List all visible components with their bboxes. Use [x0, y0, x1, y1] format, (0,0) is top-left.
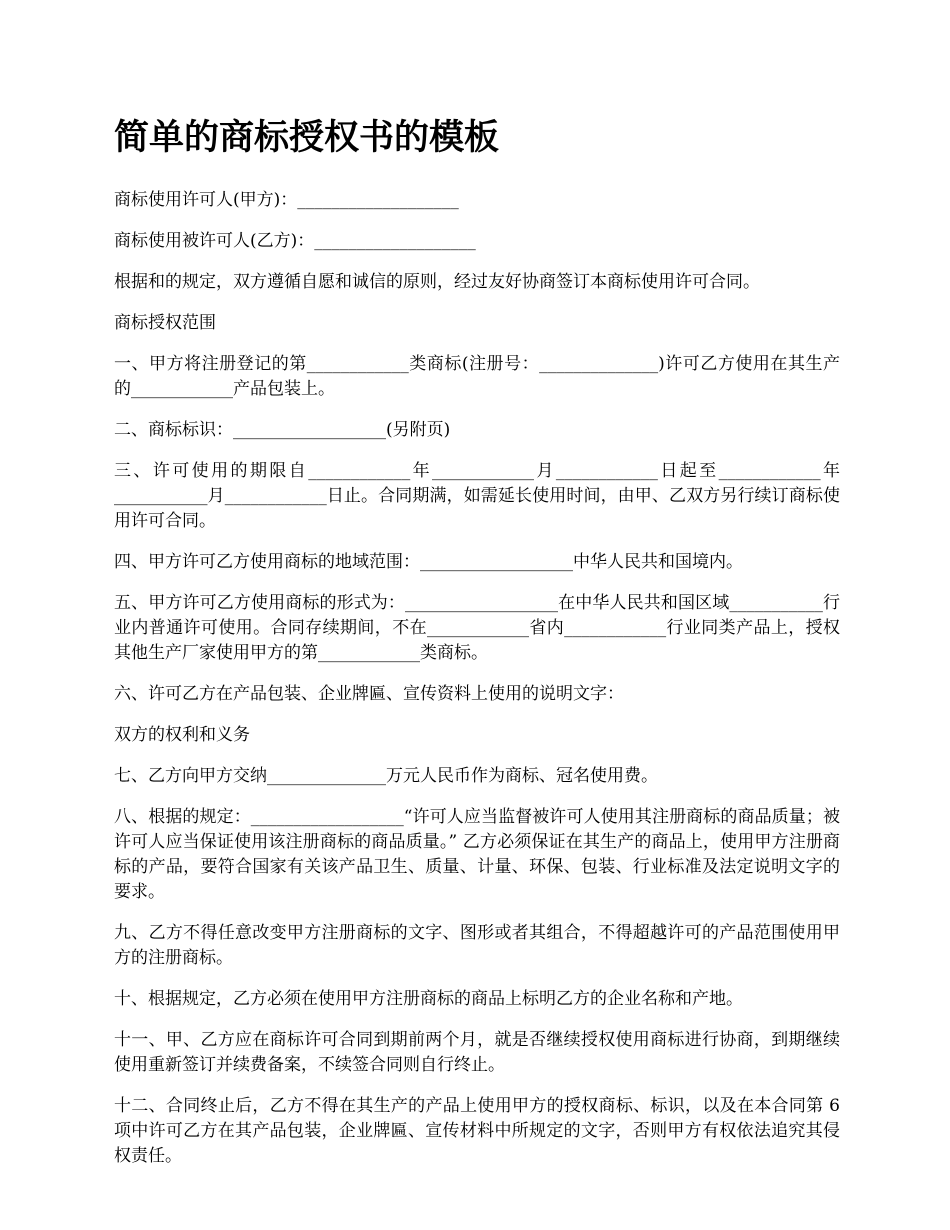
section-heading-scope: 商标授权范围 — [114, 313, 216, 333]
clause-3: 三、许可使用的期限自____________年____________月____________日起至____________年___________月____________日止。合同期满，如需延长使用时间，由甲、乙双方另行续订商标使用许可合同。 — [114, 461, 840, 531]
clause-8: 八、根据的规定：__________________“许可人应当监督被许可人使用其注册商标的商品质量；被许可人应当保证使用该注册商标的商品质量。” 乙方必须保证在其生产的商品上，使用甲方注册商标的产品，要符合国家有关该产品卫生、质量、计量、环保、包装、行业标准及法定说明文字的要求。 — [114, 807, 840, 902]
clause-5: 五、甲方许可乙方使用商标的形式为：__________________在中华人民共和国区域___________行业内普通许可使用。合同存续期间，不在____________省内____________行业同类产品上，授权其他生产厂家使用甲方的第____________类商标。 — [114, 593, 840, 663]
clause-10: 十、根据规定，乙方必须在使用甲方注册商标的商品上标明乙方的企业名称和产地。 — [114, 989, 743, 1009]
document-title: 简单的商标授权书的模板 — [114, 117, 500, 158]
clause-7: 七、乙方向甲方交纳______________万元人民币作为商标、冠名使用费。 — [114, 766, 658, 786]
clause-9: 九、乙方不得任意改变甲方注册商标的文字、图形或者其组合，不得超越许可的产品范围使用甲方的注册商标。 — [114, 923, 840, 968]
clause-6: 六、许可乙方在产品包装、企业牌匾、宣传资料上使用的说明文字： — [114, 684, 624, 704]
clause-11: 十一、甲、乙方应在商标许可合同到期前两个月，就是否继续授权使用商标进行协商，到期继续使用重新签订并续费备案，不续签合同则自行终止。 — [114, 1030, 840, 1075]
paragraph-licensee: 商标使用被许可人(乙方)：___________________ — [114, 231, 476, 251]
paragraph-preamble: 根据和的规定，双方遵循自愿和诚信的原则，经过友好协商签订本商标使用许可合同。 — [114, 272, 760, 292]
clause-2: 二、商标标识：__________________(另附页) — [114, 420, 451, 440]
document-page — [114, 110, 840, 1185]
clause-1: 一、甲方将注册登记的第____________类商标(注册号：______________)许可乙方使用在其生产的____________产品包装上。 — [114, 354, 840, 399]
section-heading-rights: 双方的权利和义务 — [114, 725, 250, 745]
paragraph-licensor: 商标使用许可人(甲方)：___________________ — [114, 190, 459, 210]
clause-12: 十二、合同终止后，乙方不得在其生产的产品上使用甲方的授权商标、标识，以及在本合同第 6 项中许可乙方在其产品包装，企业牌匾、宣传材料中所规定的文字，否则甲方有权依法追究其侵权责任。 — [114, 1096, 840, 1166]
clause-4: 四、甲方许可乙方使用商标的地域范围：__________________中华人民共和国境内。 — [114, 552, 743, 572]
